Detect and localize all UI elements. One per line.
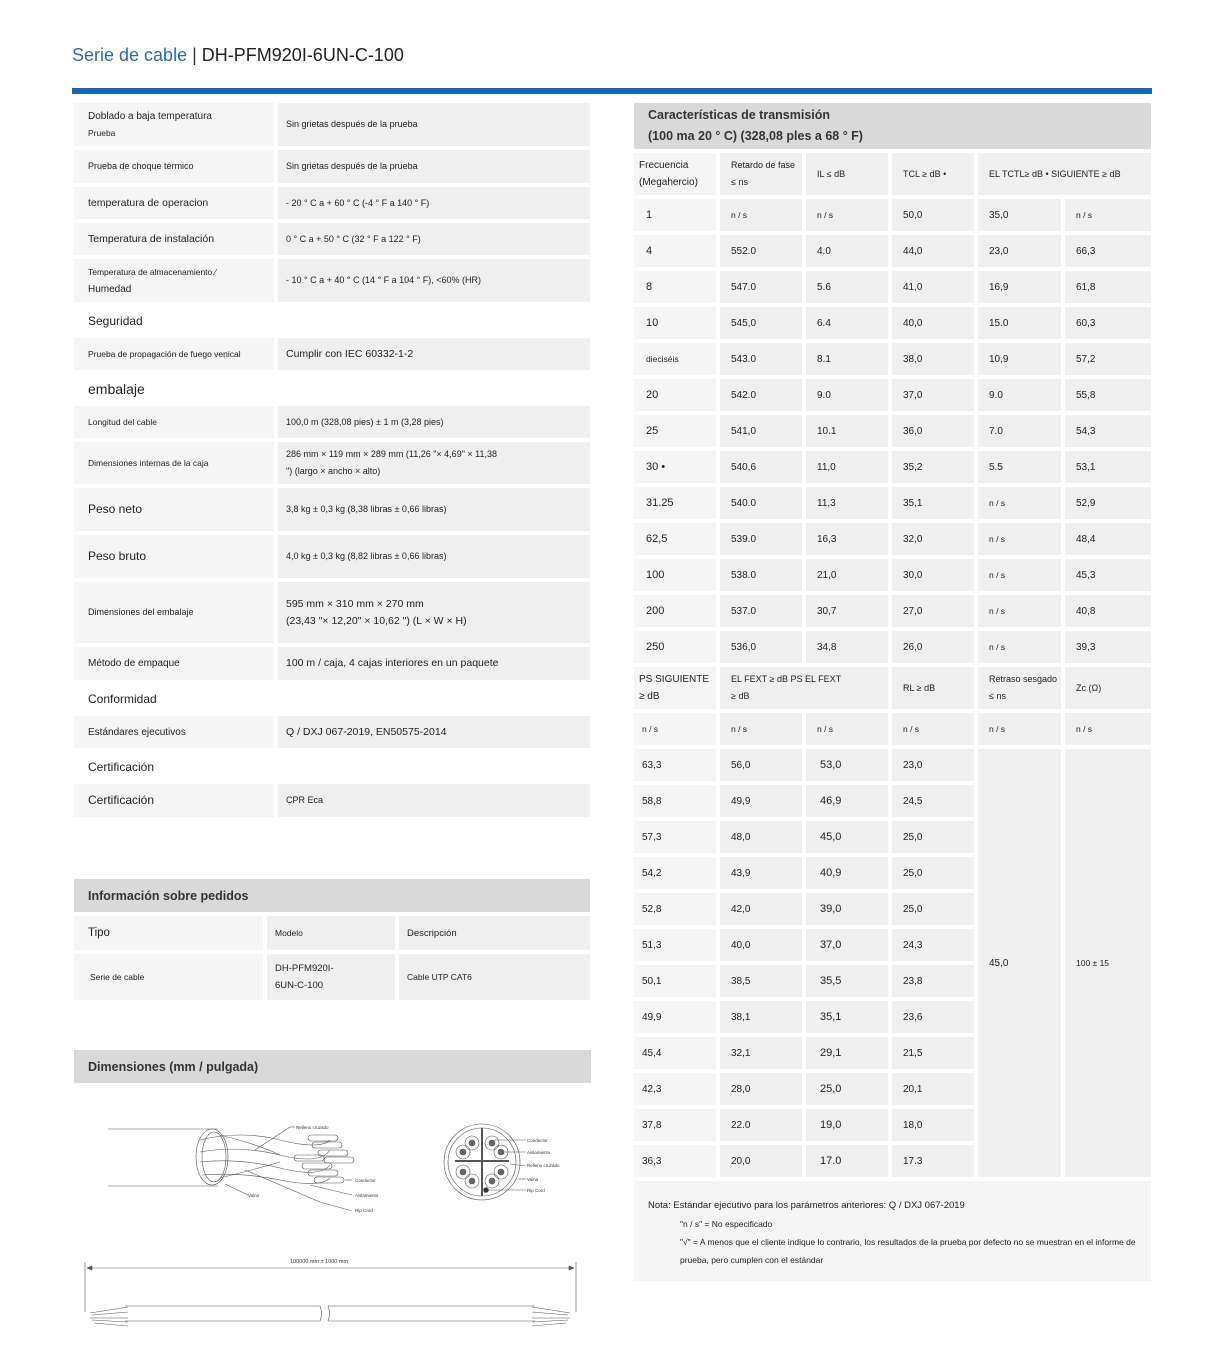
transmission-table bbox=[634, 103, 1151, 1281]
frequency-cell: 31.25 bbox=[634, 487, 716, 519]
table-cell: 66,3 bbox=[1065, 235, 1151, 267]
spec-key: Prueba de choque térmico bbox=[74, 150, 274, 183]
label-sheath-xs: Vaina bbox=[527, 1177, 539, 1182]
header-line: Frecuencia bbox=[639, 160, 689, 171]
table-cell: n / s bbox=[978, 595, 1061, 627]
table-cell: 55,8 bbox=[1065, 379, 1151, 411]
label-conductor-xs: Conductor bbox=[527, 1138, 548, 1143]
ordering-header-model: Modelo bbox=[267, 916, 395, 950]
spec-value: - 20 ° C a + 60 ° C (-4 ° F a 140 ° F) bbox=[278, 187, 590, 219]
spec-key: Temperatura de instalación bbox=[74, 223, 274, 255]
transmission-title bbox=[634, 103, 1151, 149]
note-line: "n / s" = No especificado bbox=[680, 1219, 773, 1229]
table-cell: 5.5 bbox=[978, 451, 1061, 483]
table-cell: 30,7 bbox=[806, 595, 888, 627]
spec-value: Sin grietas después de la prueba bbox=[278, 150, 590, 183]
header-zc bbox=[1065, 667, 1151, 709]
table-cell: 49,9 bbox=[720, 785, 802, 817]
table-cell: n / s bbox=[720, 199, 802, 231]
table-cell: 23,0 bbox=[892, 749, 974, 781]
spec-row bbox=[74, 488, 590, 531]
table-cell: 25,0 bbox=[892, 821, 974, 853]
spec-key-line: Humedad bbox=[88, 283, 132, 295]
ordering-model-line: DH-PFM920I- bbox=[275, 963, 334, 974]
table-cell: 40,9 bbox=[806, 857, 888, 889]
table-cell: 54,2 bbox=[634, 857, 716, 889]
label-insulation: Aislamiento bbox=[355, 1193, 379, 1198]
page-title bbox=[72, 45, 404, 66]
spec-value: 3,8 kg ± 0,3 kg (8,38 libras ± 0,66 libras) bbox=[278, 488, 590, 531]
spec-row bbox=[74, 338, 590, 370]
header-line: (Megahercio) bbox=[639, 177, 698, 188]
table-cell: 60,3 bbox=[1065, 307, 1151, 339]
section-heading-packaging: embalaje bbox=[88, 381, 145, 397]
table-cell: 10.1 bbox=[806, 415, 888, 447]
spec-row bbox=[74, 259, 590, 302]
table-cell: n / s bbox=[806, 713, 888, 745]
transmission-title-line: Características de transmisión bbox=[648, 108, 831, 122]
transmission-title-line: (100 ma 20 ° C) (328,08 ples a 68 ° F) bbox=[648, 129, 863, 143]
header-line: EL FEXT ≥ dB PS EL FEXT bbox=[731, 674, 842, 684]
table-cell: 25,0 bbox=[892, 857, 974, 889]
table-cell: 35,0 bbox=[978, 199, 1061, 231]
table-cell: 24,5 bbox=[892, 785, 974, 817]
header-line: Zc (Ω) bbox=[1076, 682, 1102, 693]
table-cell: 52,8 bbox=[634, 893, 716, 925]
label-ripcord: Rip Cord bbox=[355, 1208, 373, 1213]
spec-row bbox=[74, 406, 590, 438]
table-cell: 543.0 bbox=[720, 343, 802, 375]
spec-key: Dimensiones internas de la caja bbox=[74, 442, 274, 484]
header-line: ≥ dB bbox=[731, 691, 750, 701]
header-frequency bbox=[634, 153, 716, 195]
table-cell: 21,5 bbox=[892, 1037, 974, 1069]
table-cell: 552.0 bbox=[720, 235, 802, 267]
table-cell: n / s bbox=[1065, 713, 1151, 745]
spec-key: Peso bruto bbox=[74, 535, 274, 578]
table-cell: n / s bbox=[978, 631, 1061, 663]
spec-value: 0 ° C a + 50 ° C (32 ° F a 122 ° F) bbox=[278, 223, 590, 255]
header-il bbox=[806, 153, 888, 195]
frequency-cell: 200 bbox=[634, 595, 716, 627]
cable-diagram bbox=[80, 1100, 600, 1340]
frequency-cell: 20 bbox=[634, 379, 716, 411]
table-cell: 43,9 bbox=[720, 857, 802, 889]
spec-row bbox=[74, 716, 590, 748]
table-cell: 38,0 bbox=[892, 343, 974, 375]
spec-key: Prueba de propagación de fuego venical bbox=[74, 338, 274, 370]
header-line: TCL ≥ dB • bbox=[903, 168, 947, 179]
header-line: ≤ ns bbox=[731, 177, 748, 187]
ordering-model bbox=[267, 954, 395, 1000]
spec-value: Sin grietas después de la prueba bbox=[278, 103, 590, 146]
label-insulation-xs: Aislamiento bbox=[527, 1150, 551, 1155]
header-line: ≤ ns bbox=[989, 691, 1006, 701]
table-cell: 35,5 bbox=[806, 965, 888, 997]
spec-value-line: 595 mm × 310 mm × 270 mm bbox=[286, 597, 424, 610]
frequency-cell: 250 bbox=[634, 631, 716, 663]
table-cell: 39,3 bbox=[1065, 631, 1151, 663]
table-cell: 20,0 bbox=[720, 1145, 802, 1177]
dimensions-section bbox=[74, 1050, 591, 1083]
table-cell: n / s bbox=[806, 199, 888, 231]
table-cell: 40,0 bbox=[720, 929, 802, 961]
spec-value: 100,0 m (328,08 pies) ± 1 m (3,28 pies) bbox=[278, 406, 590, 438]
table-cell: 54,3 bbox=[1065, 415, 1151, 447]
table-cell: 24,3 bbox=[892, 929, 974, 961]
label-ripcord-xs: Rip Cord bbox=[527, 1188, 545, 1193]
table-cell: 58,8 bbox=[634, 785, 716, 817]
table-cell: 35,1 bbox=[892, 487, 974, 519]
table-cell: 57,2 bbox=[1065, 343, 1151, 375]
spec-value: 100 m / caja, 4 cajas interiores en un paquete bbox=[278, 647, 590, 680]
header-line: RL ≥ dB bbox=[903, 682, 936, 693]
cable-length-drawing bbox=[85, 1262, 576, 1326]
spec-key-line: Doblado a baja temperatura bbox=[88, 110, 212, 122]
table-cell: 51,3 bbox=[634, 929, 716, 961]
ordering-grid bbox=[74, 916, 590, 1000]
spec-key-line: Prueba bbox=[88, 127, 116, 138]
table-cell: 11,3 bbox=[806, 487, 888, 519]
table-cell: 9.0 bbox=[978, 379, 1061, 411]
spec-key: Dimensiones del embalaje bbox=[74, 582, 274, 643]
header-skew bbox=[978, 667, 1061, 709]
table-cell: 4.0 bbox=[806, 235, 888, 267]
header-tctl-next bbox=[978, 153, 1151, 195]
table-cell: 40,8 bbox=[1065, 595, 1151, 627]
frequency-cell: 62,5 bbox=[634, 523, 716, 555]
table-cell: 57,3 bbox=[634, 821, 716, 853]
frequency-cell: 1 bbox=[634, 199, 716, 231]
ordering-header-type: Tipo bbox=[74, 916, 263, 950]
table-cell: 541,0 bbox=[720, 415, 802, 447]
spec-value bbox=[278, 582, 590, 643]
table-cell: 25,0 bbox=[806, 1073, 888, 1105]
section-heading-certification: Certificación bbox=[88, 760, 155, 774]
table-cell: 49,9 bbox=[634, 1001, 716, 1033]
table-cell: 29,1 bbox=[806, 1037, 888, 1069]
table-cell: 17.3 bbox=[892, 1145, 974, 1177]
ordering-table bbox=[74, 879, 590, 1000]
table-cell: n / s bbox=[978, 523, 1061, 555]
table-cell: 16,3 bbox=[806, 523, 888, 555]
table-cell: 542.0 bbox=[720, 379, 802, 411]
table-cell: 38,1 bbox=[720, 1001, 802, 1033]
spec-value-line: ") (largo × ancho × alto) bbox=[286, 466, 381, 476]
table-cell: n / s bbox=[892, 713, 974, 745]
table-cell: 42,0 bbox=[720, 893, 802, 925]
spec-key-line: Temperatura de almacenamiento ⁄ bbox=[88, 266, 217, 277]
table-cell: 61,8 bbox=[1065, 271, 1151, 303]
table-cell: 40,0 bbox=[892, 307, 974, 339]
table-cell: 48,0 bbox=[720, 821, 802, 853]
cable-cutaway-illustration bbox=[108, 1127, 354, 1211]
table-cell: n / s bbox=[720, 713, 802, 745]
header-line: ≥ dB bbox=[639, 691, 660, 702]
table-cell: 46,9 bbox=[806, 785, 888, 817]
table-cell: 35,1 bbox=[806, 1001, 888, 1033]
table-cell: n / s bbox=[978, 713, 1061, 745]
table-cell: 22.0 bbox=[720, 1109, 802, 1141]
header-ps-next bbox=[634, 667, 716, 709]
spec-row bbox=[74, 582, 590, 643]
table-cell: n / s bbox=[634, 713, 716, 745]
table-cell: 20,1 bbox=[892, 1073, 974, 1105]
table-cell: 56,0 bbox=[720, 749, 802, 781]
spec-value-line: (23,43 "× 12,20" × 10,62 ") (L × W × H) bbox=[286, 614, 467, 627]
table-cell: 15.0 bbox=[978, 307, 1061, 339]
spec-value: Q / DXJ 067-2019, EN50575-2014 bbox=[278, 716, 590, 748]
table-cell: 6.4 bbox=[806, 307, 888, 339]
header-line: PS SIGUIENTE bbox=[639, 674, 710, 685]
spec-row bbox=[74, 784, 590, 817]
spec-key bbox=[74, 103, 274, 146]
spec-key: temperatura de operacion bbox=[74, 187, 274, 219]
table-cell: 540,6 bbox=[720, 451, 802, 483]
header-line: Retraso sesgado bbox=[989, 674, 1058, 684]
ordering-title: Información sobre pedidos bbox=[74, 879, 590, 912]
spec-table bbox=[74, 103, 590, 821]
header-fext bbox=[720, 667, 888, 709]
table-cell: 16,9 bbox=[978, 271, 1061, 303]
spec-row bbox=[74, 103, 590, 146]
table-cell: 5.6 bbox=[806, 271, 888, 303]
spec-value: 4,0 kg ± 0,3 kg (8,82 libras ± 0,66 libras) bbox=[278, 535, 590, 578]
spec-row bbox=[74, 647, 590, 680]
table-cell: 10,9 bbox=[978, 343, 1061, 375]
spec-row bbox=[74, 535, 590, 578]
header-divider bbox=[72, 88, 1152, 94]
spec-value: CPR Eca bbox=[278, 784, 590, 817]
table-cell: 537.0 bbox=[720, 595, 802, 627]
zc-merged-cell: 100 ± 15 bbox=[1065, 749, 1151, 1177]
spec-value bbox=[278, 442, 590, 484]
frequency-cell: 10 bbox=[634, 307, 716, 339]
header-line: IL ≤ dB bbox=[817, 168, 846, 179]
dimensions-title: Dimensiones (mm / pulgada) bbox=[74, 1050, 591, 1083]
table-cell: 36,0 bbox=[892, 415, 974, 447]
table-cell: 37,8 bbox=[634, 1109, 716, 1141]
transmission-note bbox=[634, 1181, 1151, 1281]
spec-row bbox=[74, 187, 590, 219]
table-cell: 32,1 bbox=[720, 1037, 802, 1069]
frequency-cell: 4 bbox=[634, 235, 716, 267]
spec-row bbox=[74, 223, 590, 255]
note-line: prueba, pero cumplen con el estándar bbox=[680, 1255, 824, 1265]
table-cell: 540.0 bbox=[720, 487, 802, 519]
cable-cross-section bbox=[444, 1124, 526, 1200]
series-label: Serie de cable bbox=[72, 45, 188, 65]
table-cell: 547.0 bbox=[720, 271, 802, 303]
ordering-header-description: Descripción bbox=[399, 916, 590, 950]
label-filler-xs: Relleno cruzado bbox=[527, 1163, 560, 1168]
spec-key: Certificación bbox=[74, 784, 274, 817]
spec-key: Peso neto bbox=[74, 488, 274, 531]
transmission-grid bbox=[634, 153, 1151, 1177]
table-cell: 45,4 bbox=[634, 1037, 716, 1069]
note-line: "√" = A menos que el cliente indique lo contrario, los resultados de la prueba por defecto no se muestran en el informe de bbox=[680, 1237, 1136, 1247]
table-cell: 19,0 bbox=[806, 1109, 888, 1141]
frequency-cell: 8 bbox=[634, 271, 716, 303]
table-cell: 23,8 bbox=[892, 965, 974, 997]
ordering-description: Cable UTP CAT6 bbox=[399, 954, 590, 1000]
table-cell: 30,0 bbox=[892, 559, 974, 591]
spec-key: Estándares ejecutivos bbox=[74, 716, 274, 748]
table-cell: 9.0 bbox=[806, 379, 888, 411]
section-heading-safety: Seguridad bbox=[88, 314, 143, 328]
spec-value-line: 286 mm × 119 mm × 289 mm (11,26 "× 4,69" × 11,38 bbox=[286, 449, 498, 459]
table-cell: 18,0 bbox=[892, 1109, 974, 1141]
table-cell: 63,3 bbox=[634, 749, 716, 781]
table-cell: 17.0 bbox=[806, 1145, 888, 1177]
table-cell: n / s bbox=[1065, 199, 1151, 231]
table-cell: 53,0 bbox=[806, 749, 888, 781]
table-cell: 45,0 bbox=[806, 821, 888, 853]
table-cell: 35,2 bbox=[892, 451, 974, 483]
label-sheath: Vaina bbox=[248, 1193, 260, 1198]
table-cell: 27,0 bbox=[892, 595, 974, 627]
spec-row bbox=[74, 442, 590, 484]
table-cell: 8.1 bbox=[806, 343, 888, 375]
table-cell: 37,0 bbox=[806, 929, 888, 961]
label-filler: Relleno cruzado bbox=[296, 1125, 329, 1130]
model-label: DH-PFM920I-6UN-C-100 bbox=[201, 45, 404, 65]
label-conductor: Conductor bbox=[355, 1178, 376, 1183]
table-cell: 52,9 bbox=[1065, 487, 1151, 519]
table-cell: 536,0 bbox=[720, 631, 802, 663]
table-cell: 50,0 bbox=[892, 199, 974, 231]
table-cell: 44,0 bbox=[892, 235, 974, 267]
header-tcl bbox=[892, 153, 974, 195]
header-rl bbox=[892, 667, 974, 709]
spec-key bbox=[74, 259, 274, 302]
spec-value: Cumplir con IEC 60332-1-2 bbox=[278, 338, 590, 370]
table-cell: 53,1 bbox=[1065, 451, 1151, 483]
frequency-cell: 30 • bbox=[634, 451, 716, 483]
spec-key: Longitud del cable bbox=[74, 406, 274, 438]
spec-row bbox=[74, 150, 590, 183]
header-phase-delay bbox=[720, 153, 802, 195]
table-cell: 36,3 bbox=[634, 1145, 716, 1177]
title-separator: | bbox=[192, 45, 197, 65]
table-cell: 7.0 bbox=[978, 415, 1061, 447]
table-cell: 42,3 bbox=[634, 1073, 716, 1105]
table-cell: 23,6 bbox=[892, 1001, 974, 1033]
table-cell: 26,0 bbox=[892, 631, 974, 663]
table-cell: 23,0 bbox=[978, 235, 1061, 267]
header-line: Retardo de fase bbox=[731, 160, 796, 170]
table-cell: 538.0 bbox=[720, 559, 802, 591]
ordering-model-line: 6UN-C-100 bbox=[275, 980, 324, 991]
table-cell: n / s bbox=[978, 559, 1061, 591]
section-heading-conformity: Conformidad bbox=[88, 692, 157, 706]
table-cell: 48,4 bbox=[1065, 523, 1151, 555]
spec-key: Método de empaque bbox=[74, 647, 274, 680]
table-cell: 38,5 bbox=[720, 965, 802, 997]
frequency-cell: 25 bbox=[634, 415, 716, 447]
note-line: Nota: Estándar ejecutivo para los parámetros anteriores: Q / DXJ 067-2019 bbox=[648, 1200, 965, 1211]
spec-value: - 10 ° C a + 40 ° C (14 ° F a 104 ° F), <60% (HR) bbox=[278, 259, 590, 302]
table-cell: 41,0 bbox=[892, 271, 974, 303]
table-cell: 25,0 bbox=[892, 893, 974, 925]
table-cell: 28,0 bbox=[720, 1073, 802, 1105]
length-dimension-label: 100000 mm ± 1000 mm bbox=[290, 1259, 349, 1265]
header-line: EL TCTL≥ dB • SIGUIENTE ≥ dB bbox=[989, 168, 1121, 179]
table-cell: 32,0 bbox=[892, 523, 974, 555]
table-cell: 539.0 bbox=[720, 523, 802, 555]
table-cell: 50,1 bbox=[634, 965, 716, 997]
table-cell: n / s bbox=[978, 487, 1061, 519]
table-cell: 34,8 bbox=[806, 631, 888, 663]
table-cell: 11,0 bbox=[806, 451, 888, 483]
table-cell: 39,0 bbox=[806, 893, 888, 925]
table-cell: 45,3 bbox=[1065, 559, 1151, 591]
frequency-cell: dieciséis bbox=[634, 343, 716, 375]
frequency-cell: 100 bbox=[634, 559, 716, 591]
table-cell: 545,0 bbox=[720, 307, 802, 339]
skew-merged-cell: 45,0 bbox=[978, 749, 1061, 1177]
table-cell: 21,0 bbox=[806, 559, 888, 591]
ordering-type: Serie de cable bbox=[74, 954, 263, 1000]
table-cell: 37,0 bbox=[892, 379, 974, 411]
